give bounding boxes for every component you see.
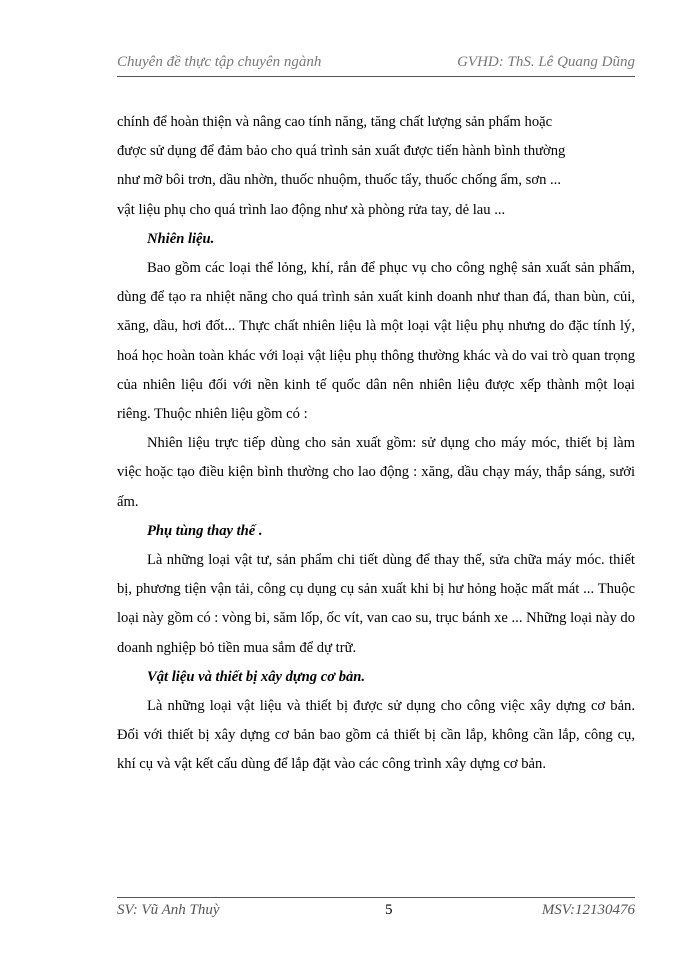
- paragraph-fuel: Bao gồm các loại thể lỏng, khí, rắn để phục vụ cho công nghệ sản xuất sản phẩm, dùng để tạo ra nhiệt năng cho quá trình sản xuất kinh doanh như than đá, than bùn, củi, xăng, dầu, hơi đốt... Thực chất nhiên liệu là một loại vật liệu phụ nhưng do đặc tính lý, hoá học hoàn toàn khác với loại vật liệu phụ thông thường khác và do vai trò quan trọng của nhiên liệu đối với nền kinh tế quốc dân nên nhiên liệu được xếp thành một loại riêng. Thuộc nhiên liệu gồm có :: [117, 260, 635, 423]
- header-divider: [117, 76, 635, 77]
- section-heading-fuel: Nhiên liệu.: [147, 230, 215, 247]
- paragraph-line: được sử dụng để đảm bảo cho quá trình sản xuất được tiến hành bình thường: [117, 143, 566, 160]
- section-heading-spare-parts: Phụ tùng thay thế .: [147, 522, 263, 539]
- paragraph-spare-parts: Là những loại vật tư, sản phẩm chi tiết dùng để thay thế, sửa chữa máy móc. thiết bị, phương tiện vận tải, công cụ dụng cụ sản xuất khi bị hư hỏng hoặc mất mát ... Thuộc loại này gồm có : vòng bi, săm lốp, ốc vít, van cao su, trục bánh xe ... Những loại này do doanh nghiệp bỏ tiền mua sắm để dự trữ.: [117, 552, 635, 656]
- page-header: [117, 54, 635, 71]
- page-footer: [117, 902, 635, 919]
- page-content: [117, 108, 635, 780]
- header-course-title: Chuyên đề thực tập chuyên ngành: [117, 54, 322, 70]
- paragraph-line: như mỡ bôi trơn, dầu nhờn, thuốc nhuộm, thuốc tẩy, thuốc chống ẩm, sơn ...: [117, 172, 561, 189]
- footer-student: SV: Vũ Anh Thuỳ: [117, 902, 220, 918]
- footer-student-id: MSV:12130476: [541, 902, 635, 918]
- section-heading-construction: Vật liệu và thiết bị xây dựng cơ bản.: [147, 668, 366, 685]
- paragraph-line: vật liệu phụ cho quá trình lao động như xà phòng rửa tay, dẻ lau ...: [117, 201, 506, 218]
- page-number: 5: [385, 902, 393, 918]
- footer-divider: [117, 897, 635, 898]
- paragraph-line: chính để hoàn thiện và nâng cao tính năng, tăng chất lượng sản phẩm hoặc: [117, 114, 553, 130]
- paragraph-direct-fuel: Nhiên liệu trực tiếp dùng cho sản xuất gồm: sử dụng cho máy móc, thiết bị làm việc hoặc tạo điều kiện bình thường cho lao động : xăng, dầu chạy máy, thắp sáng, sưởi ấm.: [117, 435, 635, 510]
- paragraph-construction: Là những loại vật liệu và thiết bị được sử dụng cho công việc xây dựng cơ bản. Đối với thiết bị xây dựng cơ bản bao gồm cả thiết bị cần lắp, không cần lắp, công cụ, khí cụ và vật kết cấu dùng để lắp đặt vào các công trình xây dựng cơ bản.: [117, 698, 635, 773]
- header-supervisor: GVHD: ThS. Lê Quang Dũng: [457, 54, 635, 70]
